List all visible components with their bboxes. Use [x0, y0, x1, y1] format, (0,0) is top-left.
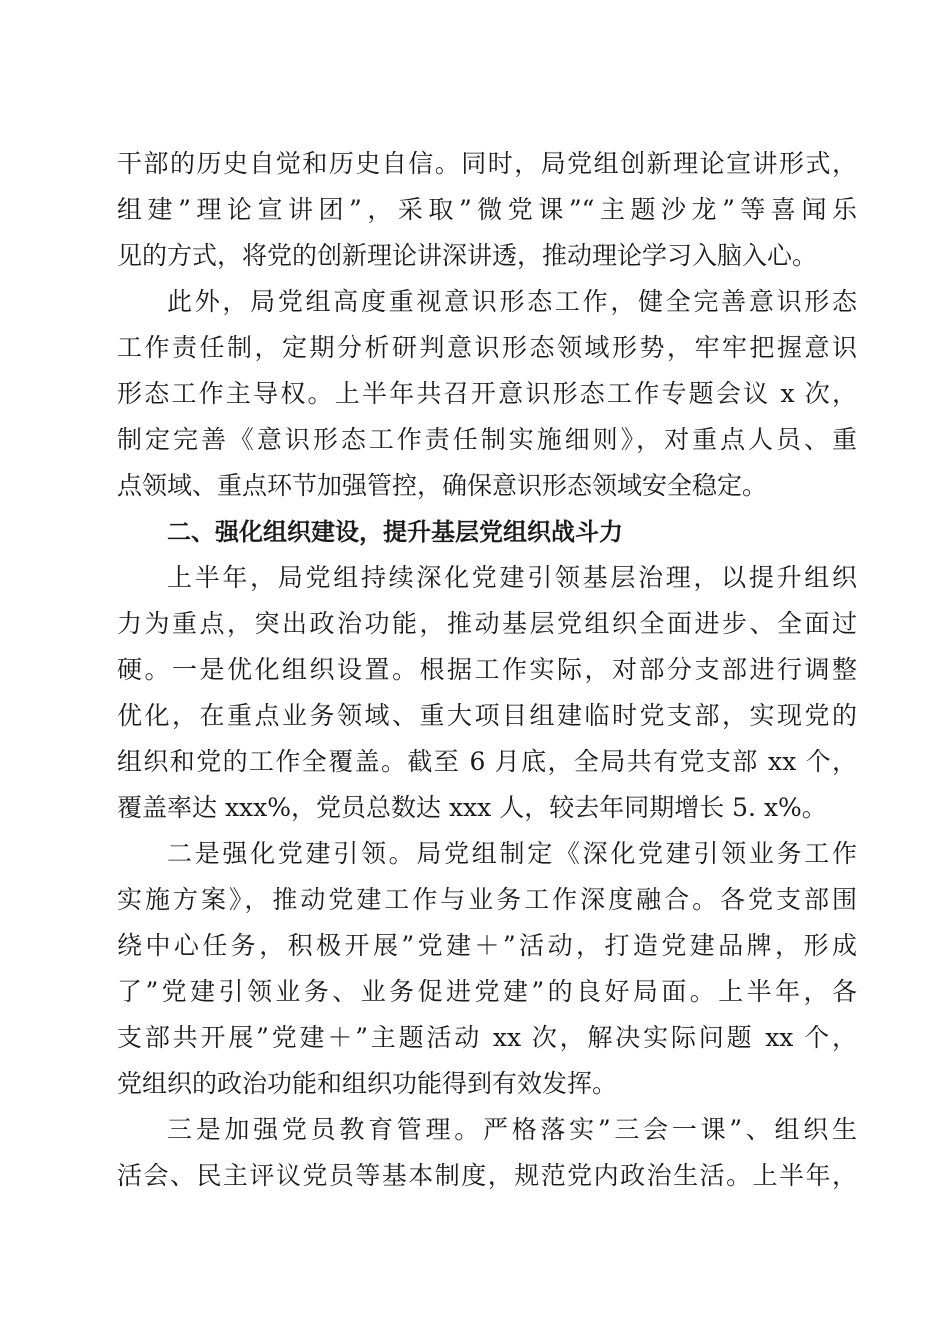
body-text-line: 工作责任制，定期分析研判意识形态领域形势，牢牢把握意识 — [117, 333, 857, 362]
body-text-line: 优化，在重点业务领域、重大项目组建临时党支部，实现党的 — [117, 701, 857, 730]
body-text-line: 见的方式，将党的创新理论讲深讲透，推动理论学习入脑入心。 — [117, 241, 818, 270]
body-text-line: 制定完善《意识形态工作责任制实施细则》，对重点人员、重 — [117, 425, 857, 454]
body-text-line: 力为重点，突出政治功能，推动基层党组织全面进步、全面过 — [117, 609, 857, 638]
body-text-line: 实施方案》，推动党建工作与业务工作深度融合。各党支部围 — [117, 885, 857, 914]
body-text-line: 活会、民主评议党员等基本制度，规范党内政治生活。上半年， — [117, 1161, 857, 1190]
body-text-line: 形态工作主导权。上半年共召开意识形态工作专题会议 x 次， — [117, 379, 857, 408]
paragraph-first-line: 此外，局党组高度重视意识形态工作，健全完善意识形态 — [167, 287, 857, 316]
body-text-line: 组建”理论宣讲团”，采取”微党课”“主题沙龙”等喜闻乐 — [117, 195, 857, 224]
body-text-line: 了”党建引领业务、业务促进党建”的良好局面。上半年，各 — [117, 977, 857, 1006]
paragraph-first-line: 三是加强党员教育管理。严格落实”三会一课”、组织生 — [167, 1115, 857, 1144]
body-text-line: 硬。一是优化组织设置。根据工作实际，对部分支部进行调整 — [117, 655, 857, 684]
paragraph-first-line: 上半年，局党组持续深化党建引领基层治理，以提升组织 — [167, 563, 857, 592]
body-text-line: 组织和党的工作全覆盖。截至 6 月底，全局共有党支部 xx 个， — [117, 747, 857, 776]
body-text-line: 支部共开展”党建＋”主题活动 xx 次，解决实际问题 xx 个， — [117, 1023, 857, 1052]
body-text-line: 党组织的政治功能和组织功能得到有效发挥。 — [117, 1069, 618, 1098]
body-text-line: 干部的历史自觉和历史自信。同时，局党组创新理论宣讲形式， — [117, 149, 857, 178]
paragraph-first-line: 二是强化党建引领。局党组制定《深化党建引领业务工作 — [167, 839, 857, 868]
body-text-line: 绕中心任务，积极开展”党建＋”活动，打造党建品牌，形成 — [117, 931, 857, 960]
body-text-line: 点领域、重点环节加强管控，确保意识形态领域安全稳定。 — [117, 471, 768, 500]
body-text-line: 覆盖率达 xxx%，党员总数达 xxx 人，较去年同期增长 5. x%。 — [117, 793, 827, 822]
section-heading: 二、强化组织建设，提升基层党组织战斗力 — [167, 518, 623, 546]
